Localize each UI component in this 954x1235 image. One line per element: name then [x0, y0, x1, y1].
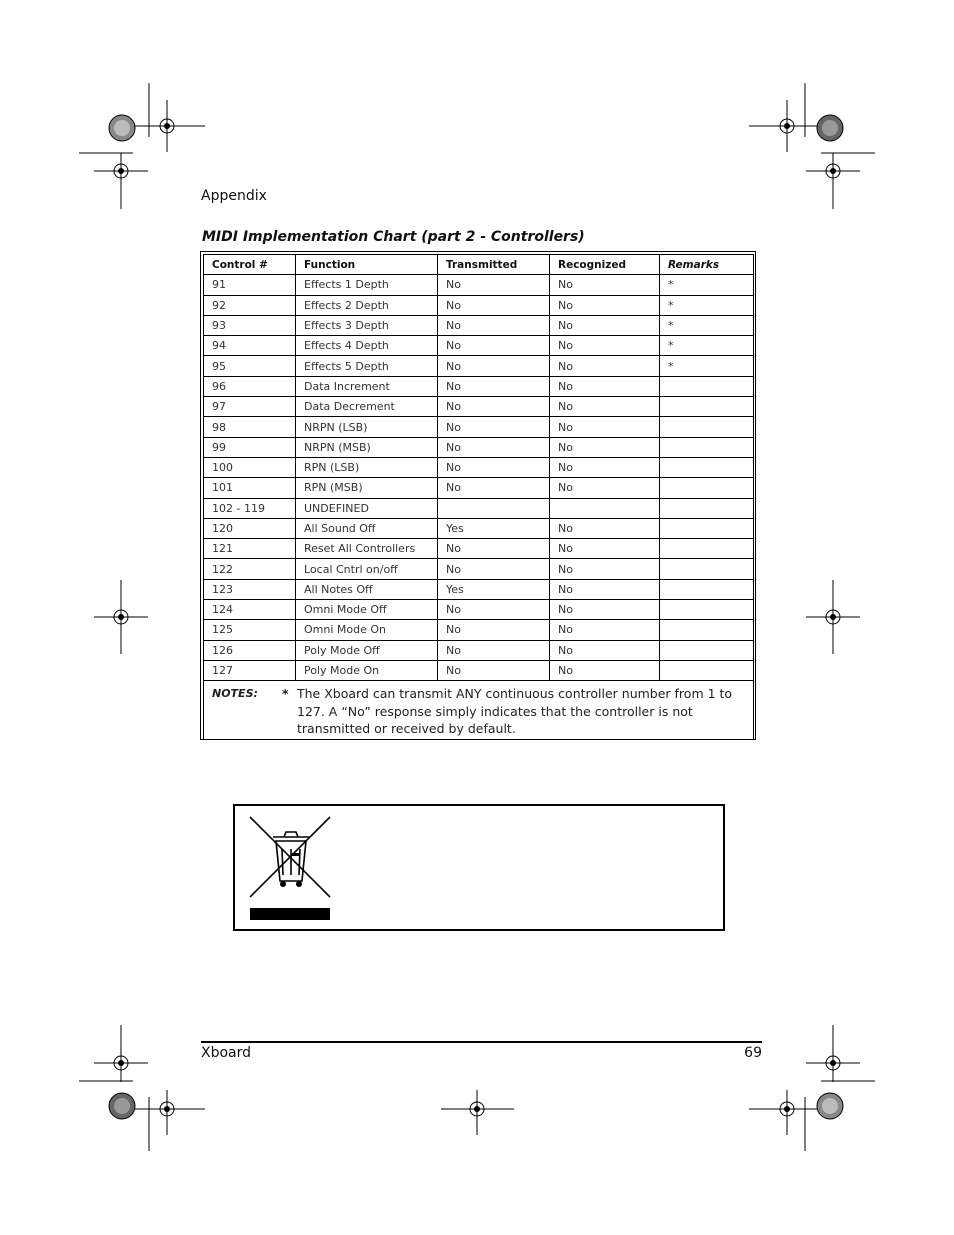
- cell-recognized: No: [550, 315, 660, 335]
- cell-function: Omni Mode On: [296, 620, 438, 640]
- cell-remarks: *: [660, 356, 754, 376]
- cell-recognized: No: [550, 559, 660, 579]
- footer-rule: [201, 1041, 762, 1043]
- cell-transmitted: No: [438, 356, 550, 376]
- cell-function: Reset All Controllers: [296, 539, 438, 559]
- cell-remarks: *: [660, 275, 754, 295]
- cell-remarks: [660, 640, 754, 660]
- cell-recognized: No: [550, 275, 660, 295]
- cell-remarks: [660, 478, 754, 498]
- cell-function: Effects 4 Depth: [296, 336, 438, 356]
- cell-function: Data Increment: [296, 376, 438, 396]
- cell-control: 96: [204, 376, 296, 396]
- table-row: [204, 518, 754, 538]
- cell-transmitted: No: [438, 437, 550, 457]
- cell-transmitted: Yes: [438, 518, 550, 538]
- cell-control: 127: [204, 660, 296, 680]
- table-row: [204, 498, 754, 518]
- cell-transmitted: No: [438, 457, 550, 477]
- table-row: [204, 275, 754, 295]
- cell-recognized: No: [550, 336, 660, 356]
- cell-remarks: [660, 559, 754, 579]
- column-header-recognized: Recognized: [550, 255, 660, 275]
- cell-remarks: [660, 579, 754, 599]
- table-header-row: [204, 255, 754, 275]
- cell-function: Poly Mode On: [296, 660, 438, 680]
- notes-text: The Xboard can transmit ANY continuous controller number from 1 to 127. A “No” response simply indicates that the controller is not transmitted or received by default.: [297, 686, 733, 737]
- cell-remarks: [660, 498, 754, 518]
- cell-control: 121: [204, 539, 296, 559]
- table-row: [204, 376, 754, 396]
- cell-recognized: No: [550, 518, 660, 538]
- cell-function: Omni Mode Off: [296, 600, 438, 620]
- cell-transmitted: No: [438, 275, 550, 295]
- table-row: [204, 457, 754, 477]
- cell-control: 100: [204, 457, 296, 477]
- cell-recognized: No: [550, 295, 660, 315]
- cell-function: RPN (LSB): [296, 457, 438, 477]
- cell-control: 124: [204, 600, 296, 620]
- cell-function: Effects 1 Depth: [296, 275, 438, 295]
- cell-control: 126: [204, 640, 296, 660]
- cell-recognized: No: [550, 376, 660, 396]
- cell-remarks: [660, 417, 754, 437]
- table-row: [204, 660, 754, 680]
- table-row: [204, 295, 754, 315]
- cell-function: Data Decrement: [296, 397, 438, 417]
- footer-page-number: 69: [744, 1045, 762, 1061]
- cell-transmitted: [438, 498, 550, 518]
- cell-remarks: [660, 620, 754, 640]
- notes-label: NOTES:: [212, 687, 258, 701]
- table-row: [204, 356, 754, 376]
- cell-transmitted: No: [438, 336, 550, 356]
- cell-recognized: No: [550, 620, 660, 640]
- cell-control: 93: [204, 315, 296, 335]
- column-header-transmitted: Transmitted: [438, 255, 550, 275]
- cell-function: RPN (MSB): [296, 478, 438, 498]
- table-row: [204, 579, 754, 599]
- cell-remarks: *: [660, 295, 754, 315]
- cell-recognized: No: [550, 457, 660, 477]
- cell-recognized: No: [550, 539, 660, 559]
- cell-control: 95: [204, 356, 296, 376]
- table-row: [204, 417, 754, 437]
- cell-control: 92: [204, 295, 296, 315]
- cell-remarks: [660, 660, 754, 680]
- cell-function: All Sound Off: [296, 518, 438, 538]
- cell-recognized: [550, 498, 660, 518]
- cell-function: Effects 2 Depth: [296, 295, 438, 315]
- cell-transmitted: No: [438, 539, 550, 559]
- cell-function: Effects 5 Depth: [296, 356, 438, 376]
- table-row: [204, 397, 754, 417]
- cell-control: 91: [204, 275, 296, 295]
- table-row: [204, 437, 754, 457]
- cell-control: 125: [204, 620, 296, 640]
- cell-remarks: [660, 539, 754, 559]
- cell-function: NRPN (LSB): [296, 417, 438, 437]
- notes-cell: [204, 681, 754, 740]
- cell-remarks: [660, 397, 754, 417]
- table-row: [204, 600, 754, 620]
- table-row: [204, 539, 754, 559]
- cell-remarks: [660, 376, 754, 396]
- cell-transmitted: No: [438, 660, 550, 680]
- cell-remarks: [660, 600, 754, 620]
- cell-function: Effects 3 Depth: [296, 315, 438, 335]
- table-row: [204, 640, 754, 660]
- cell-recognized: No: [550, 437, 660, 457]
- cell-function: Poly Mode Off: [296, 640, 438, 660]
- cell-transmitted: No: [438, 620, 550, 640]
- cell-control: 98: [204, 417, 296, 437]
- section-header: Appendix: [201, 188, 267, 204]
- footer-product-name: Xboard: [201, 1045, 252, 1061]
- cell-control: 123: [204, 579, 296, 599]
- crossed-out-wheelie-bin-icon: [248, 815, 332, 923]
- cell-control: 99: [204, 437, 296, 457]
- midi-implementation-table: [203, 254, 754, 740]
- cell-recognized: No: [550, 600, 660, 620]
- cell-remarks: [660, 518, 754, 538]
- cell-control: 97: [204, 397, 296, 417]
- cell-transmitted: No: [438, 397, 550, 417]
- table-row: [204, 478, 754, 498]
- column-header-remarks: Remarks: [660, 255, 754, 275]
- cell-control: 94: [204, 336, 296, 356]
- cell-remarks: *: [660, 315, 754, 335]
- notes-asterisk: *: [282, 686, 289, 702]
- table-row: [204, 336, 754, 356]
- cell-function: NRPN (MSB): [296, 437, 438, 457]
- cell-transmitted: No: [438, 600, 550, 620]
- table-row: [204, 315, 754, 335]
- cell-recognized: No: [550, 640, 660, 660]
- cell-control: 102 - 119: [204, 498, 296, 518]
- cell-remarks: *: [660, 336, 754, 356]
- cell-transmitted: No: [438, 315, 550, 335]
- cell-function: UNDEFINED: [296, 498, 438, 518]
- cell-transmitted: No: [438, 295, 550, 315]
- cell-remarks: [660, 457, 754, 477]
- cell-control: 120: [204, 518, 296, 538]
- cell-recognized: No: [550, 660, 660, 680]
- cell-transmitted: No: [438, 640, 550, 660]
- cell-recognized: No: [550, 397, 660, 417]
- cell-recognized: No: [550, 478, 660, 498]
- column-header-function: Function: [296, 255, 438, 275]
- cell-transmitted: No: [438, 478, 550, 498]
- column-header-control: Control #: [204, 255, 296, 275]
- cell-transmitted: No: [438, 559, 550, 579]
- table-row: [204, 620, 754, 640]
- cell-transmitted: No: [438, 376, 550, 396]
- cell-function: Local Cntrl on/off: [296, 559, 438, 579]
- cell-function: All Notes Off: [296, 579, 438, 599]
- cell-recognized: No: [550, 356, 660, 376]
- cell-transmitted: No: [438, 417, 550, 437]
- cell-remarks: [660, 437, 754, 457]
- notes-row: [204, 681, 754, 740]
- cell-control: 101: [204, 478, 296, 498]
- chart-title: MIDI Implementation Chart (part 2 - Controllers): [202, 229, 585, 245]
- cell-recognized: No: [550, 417, 660, 437]
- cell-control: 122: [204, 559, 296, 579]
- cell-recognized: No: [550, 579, 660, 599]
- cell-transmitted: Yes: [438, 579, 550, 599]
- table-row: [204, 559, 754, 579]
